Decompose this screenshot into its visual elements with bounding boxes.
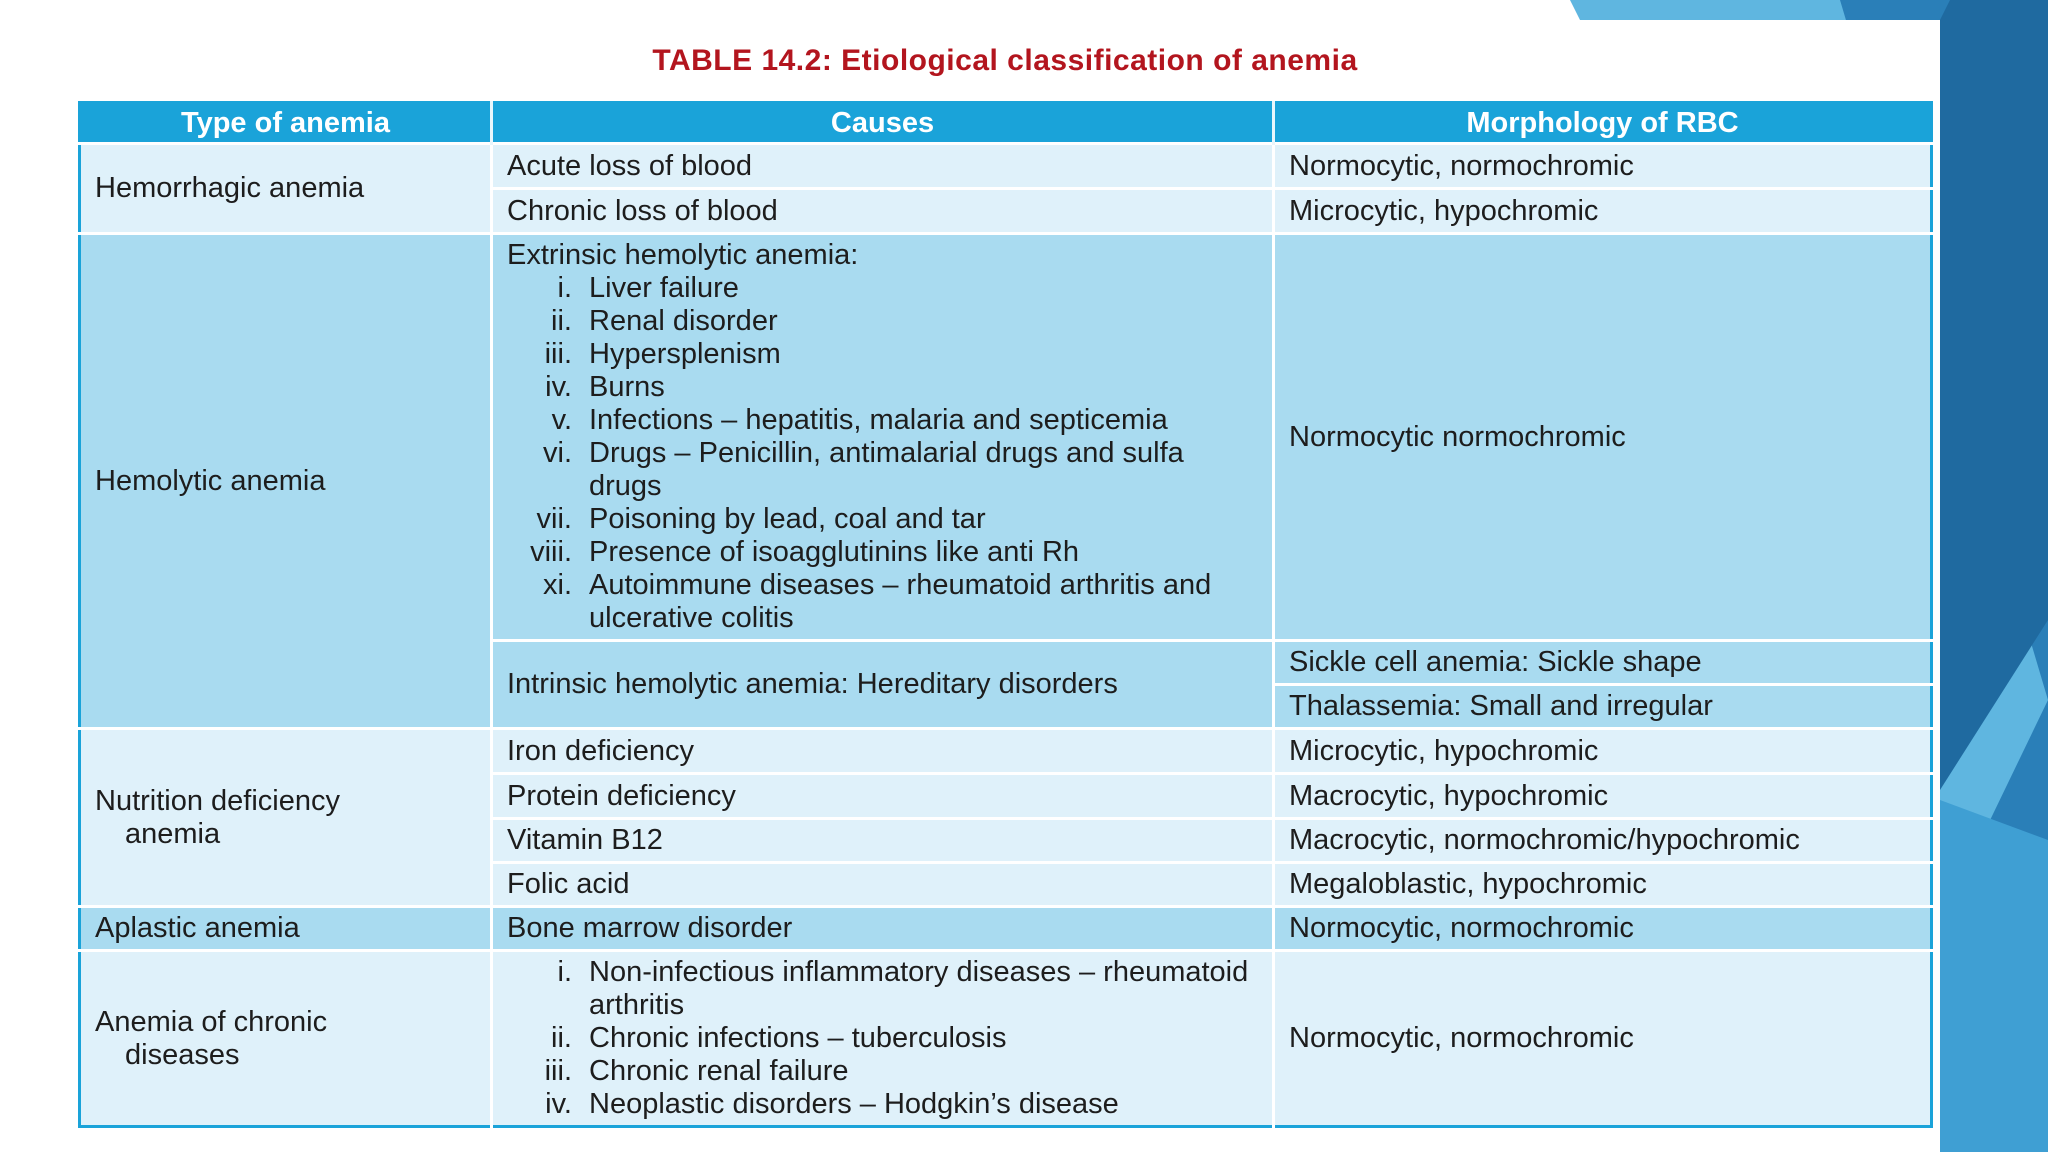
- cause-cell: Chronic loss of blood: [492, 189, 1274, 234]
- list-item: vii. Poisoning by lead, coal and tar: [536, 503, 986, 535]
- extrinsic-heading: Extrinsic hemolytic anemia:: [507, 239, 859, 271]
- morphology-cell: Normocytic, normochromic: [1274, 951, 1932, 1127]
- type-nutrition-deficiency: [80, 729, 492, 907]
- list-item: ii. Chronic infections – tuberculosis: [551, 1022, 1007, 1054]
- list-item: iii. Hypersplenism: [544, 338, 781, 370]
- list-item: v. Infections – hepatitis, malaria and septicemia: [551, 404, 1168, 436]
- morphology-cell: Megaloblastic, hypochromic: [1274, 863, 1932, 907]
- morphology-cell: Microcytic, hypochromic: [1274, 189, 1932, 234]
- list-item: iv. Burns: [545, 371, 665, 403]
- morphology-cell: Normocytic, normochromic: [1274, 144, 1932, 189]
- table-row: [80, 234, 1932, 641]
- list-item: vi. Drugs – Penicillin, antimalarial drugs and sulfa drugs: [543, 437, 1184, 502]
- list-item: viii. Presence of isoagglutinins like anti Rh: [530, 536, 1080, 568]
- header-causes: Causes: [492, 103, 1274, 144]
- header-type-of-anemia: Type of anemia: [80, 103, 492, 144]
- cause-cell: Bone marrow disorder: [492, 907, 1274, 951]
- list-item: xi. Autoimmune diseases – rheumatoid arthritis and ulcerative colitis: [543, 569, 1212, 634]
- morphology-cell: Macrocytic, normochromic/hypochromic: [1274, 819, 1932, 863]
- type-label-line1: Anemia of chronic: [95, 1005, 328, 1038]
- header-morphology: Morphology of RBC: [1274, 103, 1932, 144]
- morphology-cell: Normocytic normochromic: [1274, 234, 1932, 641]
- morphology-cell: Sickle cell anemia: Sickle shape: [1274, 641, 1932, 685]
- type-hemolytic: Hemolytic anemia: [80, 234, 492, 729]
- cause-cell: Vitamin B12: [492, 819, 1274, 863]
- cause-cell: Acute loss of blood: [492, 144, 1274, 189]
- table-title: TABLE 14.2: Etiological classification of anemia: [652, 44, 1358, 77]
- table-row: [80, 729, 1932, 774]
- type-label-line1: Nutrition deficiency: [95, 784, 340, 817]
- table-row: [80, 951, 1932, 1127]
- cause-cell-intrinsic: Intrinsic hemolytic anemia: Hereditary disorders: [492, 641, 1274, 729]
- type-aplastic: Aplastic anemia: [80, 907, 492, 951]
- type-label-line2: anemia: [125, 817, 221, 850]
- list-item: iv. Neoplastic disorders – Hodgkin’s disease: [545, 1088, 1119, 1120]
- cause-cell: Iron deficiency: [492, 729, 1274, 774]
- list-item: ii. Renal disorder: [551, 305, 778, 337]
- cause-cell-chronic: [492, 951, 1274, 1127]
- morphology-cell: Microcytic, hypochromic: [1274, 729, 1932, 774]
- chronic-cause-list: [507, 956, 1258, 1121]
- anemia-classification-table: [78, 101, 1933, 1128]
- extrinsic-cause-list: [507, 272, 1258, 635]
- cause-cell: Protein deficiency: [492, 774, 1274, 819]
- cause-cell: Folic acid: [492, 863, 1274, 907]
- list-item: i. Non-infectious inflammatory diseases – rheumatoid arthritis: [557, 956, 1249, 1021]
- morphology-cell: Thalassemia: Small and irregular: [1274, 685, 1932, 729]
- cause-cell-extrinsic: [492, 234, 1274, 641]
- list-item: i. Liver failure: [557, 272, 739, 304]
- list-item: iii. Chronic renal failure: [544, 1055, 849, 1087]
- type-hemorrhagic: Hemorrhagic anemia: [80, 144, 492, 234]
- type-chronic-diseases: [80, 951, 492, 1127]
- table-row: [80, 907, 1932, 951]
- table-row: [80, 144, 1932, 189]
- morphology-cell: Normocytic, normochromic: [1274, 907, 1932, 951]
- type-label-line2: diseases: [125, 1038, 240, 1071]
- morphology-cell: Macrocytic, hypochromic: [1274, 774, 1932, 819]
- table-header-row: [80, 103, 1932, 144]
